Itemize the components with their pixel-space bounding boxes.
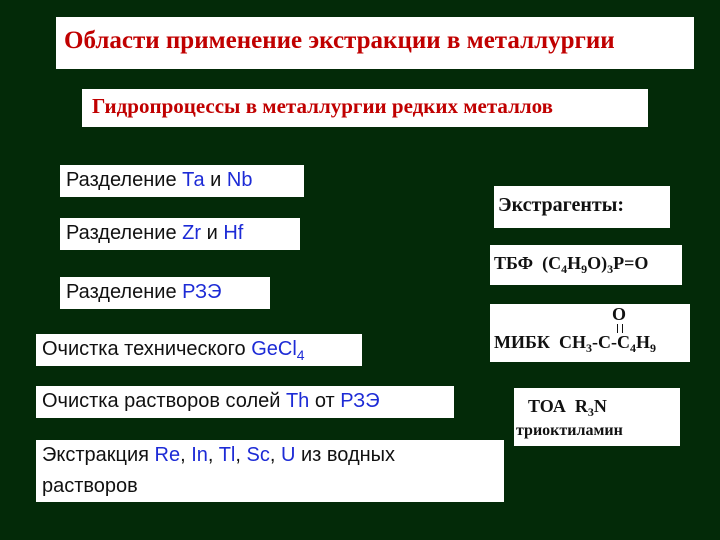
item-purify-th-from-ree bbox=[36, 386, 454, 418]
tbf-formula bbox=[494, 253, 648, 277]
toa-name: ТОА bbox=[528, 396, 566, 416]
title-box bbox=[56, 17, 694, 69]
item-prefix: Разделение bbox=[66, 222, 183, 244]
subscript: 4 bbox=[561, 262, 568, 276]
toa-description: триоктиламин bbox=[516, 422, 623, 439]
item-conj: и bbox=[201, 222, 224, 244]
tbf-name: ТБФ bbox=[494, 253, 534, 273]
item-separation-zr-hf bbox=[60, 218, 300, 250]
formula-part: O) bbox=[587, 253, 608, 273]
element-u: U bbox=[280, 444, 296, 466]
element-in: In bbox=[191, 444, 208, 466]
item-suffix: из водных растворов bbox=[42, 444, 396, 497]
subscript: 9 bbox=[649, 341, 656, 355]
formula-part: -C-C bbox=[591, 332, 630, 352]
subscript: 3 bbox=[607, 262, 614, 276]
extractants-label: Экстрагенты: bbox=[498, 194, 624, 216]
slide-subtitle: Гидропроцессы в металлургии редких металлов bbox=[92, 94, 553, 118]
mibk-oxygen: O bbox=[612, 304, 627, 324]
formula-part: N bbox=[593, 396, 607, 416]
subtitle-box bbox=[82, 89, 648, 127]
mibk-name: МИБК bbox=[494, 332, 550, 352]
element-hf: Hf bbox=[223, 222, 244, 244]
formula-part: R bbox=[574, 396, 588, 416]
mibk-formula bbox=[494, 332, 656, 356]
item-prefix: Экстракция bbox=[42, 444, 155, 466]
item-purify-gecl4 bbox=[36, 334, 362, 366]
item-separation-ree bbox=[60, 277, 270, 309]
item-separation-ta-nb bbox=[60, 165, 304, 197]
compound-gecl: GeCl bbox=[251, 338, 297, 360]
formula-part: H bbox=[567, 253, 582, 273]
mibk-box bbox=[490, 304, 690, 362]
element-ta: Та bbox=[182, 169, 205, 191]
subscript: 4 bbox=[629, 341, 636, 355]
element-ree: РЗЭ bbox=[340, 390, 380, 412]
subscript: 3 bbox=[587, 405, 594, 419]
element-tl: Tl bbox=[218, 444, 236, 466]
comma: , bbox=[207, 444, 219, 466]
slide-title: Области применение экстракции в металлургии bbox=[64, 27, 615, 54]
subscript: 9 bbox=[581, 262, 588, 276]
compound-subscript: 4 bbox=[296, 347, 305, 363]
element-zr: Zr bbox=[182, 222, 202, 244]
item-extraction-metals bbox=[36, 440, 504, 502]
item-prefix: Разделение bbox=[66, 169, 183, 191]
element-re: Re bbox=[154, 444, 181, 466]
toa-formula bbox=[528, 396, 607, 420]
element-ree: РЗЭ bbox=[182, 281, 222, 303]
extractants-box bbox=[494, 186, 670, 228]
comma: , bbox=[269, 444, 281, 466]
formula-part: H bbox=[635, 332, 650, 352]
item-conj: и bbox=[204, 169, 227, 191]
element-nb: Nb bbox=[226, 169, 253, 191]
item-prefix: Очистка технического bbox=[42, 338, 252, 360]
item-conj: от bbox=[309, 390, 341, 412]
comma: , bbox=[180, 444, 192, 466]
item-prefix: Очистка растворов солей bbox=[42, 390, 286, 412]
comma: , bbox=[235, 444, 247, 466]
toa-box bbox=[514, 388, 680, 446]
formula-part: (C bbox=[542, 253, 562, 273]
element-sc: Sc bbox=[246, 444, 270, 466]
subscript: 3 bbox=[585, 341, 592, 355]
formula-part: P=O bbox=[613, 253, 649, 273]
formula-part: CH bbox=[558, 332, 586, 352]
item-prefix: Разделение bbox=[66, 281, 183, 303]
tbf-box bbox=[490, 245, 682, 285]
element-th: Th bbox=[285, 390, 310, 412]
